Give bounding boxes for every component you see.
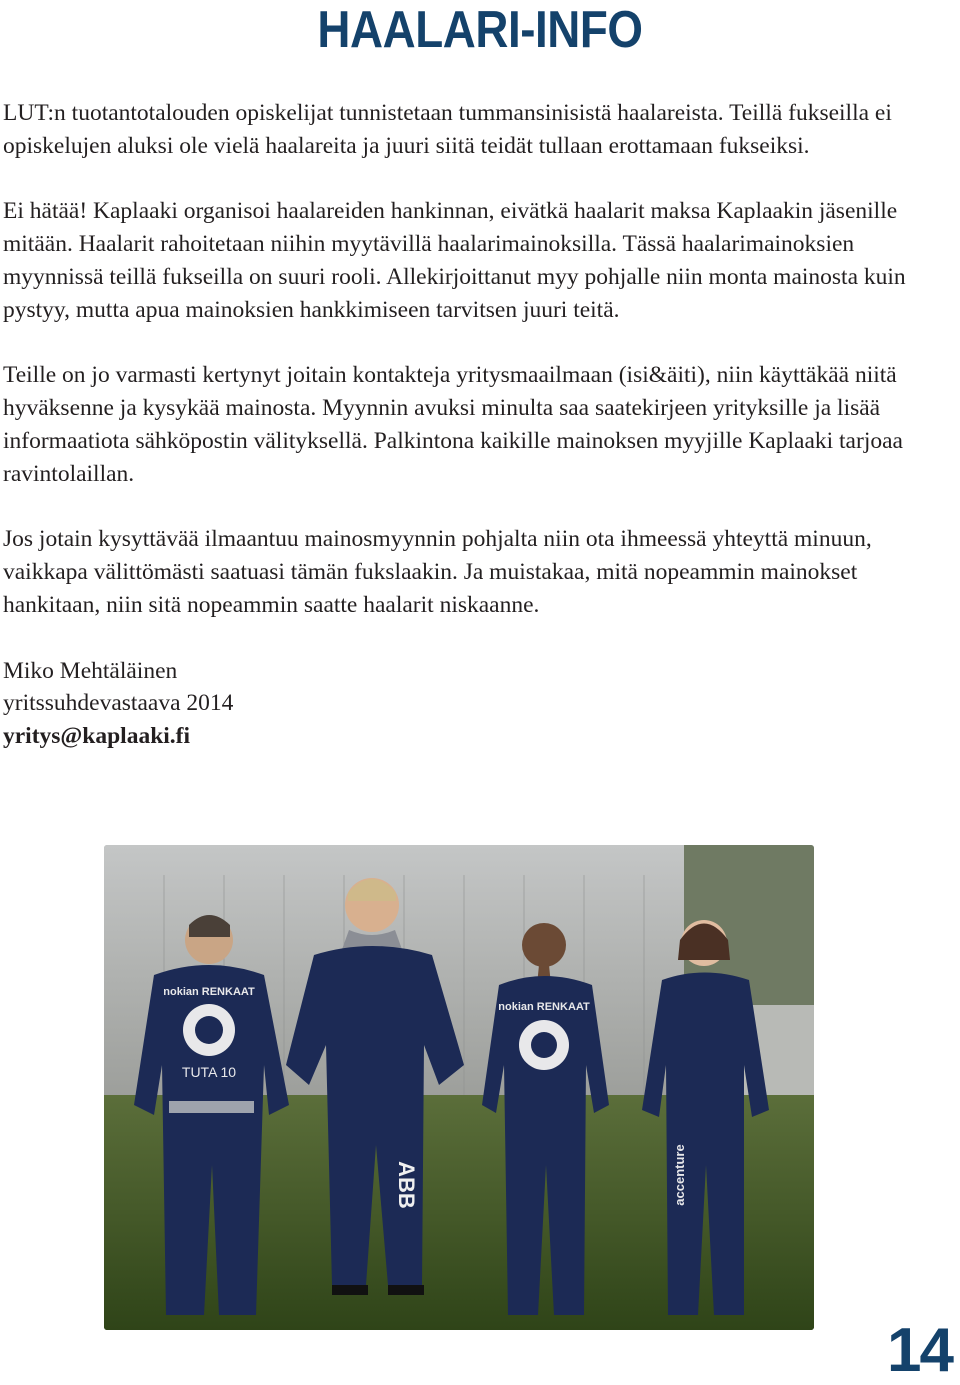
person-4-leg-text: accenture <box>672 1144 687 1206</box>
person-1-sleeve-text: TUTA 10 <box>181 1064 237 1080</box>
person-3-logo-text: nokian RENKAAT <box>498 1001 590 1013</box>
paragraph-no-worries: Ei hätää! Kaplaaki organisoi haalareiden hankinnan, eivätkä haalarit maksa Kaplaakin jäsenille mitään. Haalarit rahoitetaan niihin myytävillä haalarimainoksilla. Tässä haalarimainoksien myynnissä teillä fukseilla on suuri rooli. Allekirjoittanut myy pohjalle niin monta mainosta kuin pystyy, mutta apua mainoksien hankkimiseen tarvitsen juuri teitä. <box>3 198 906 323</box>
signature-role: yritssuhdevastaava 2014 <box>3 690 234 717</box>
group-photo-illustration <box>104 845 814 1330</box>
person-1-logo-text: nokian RENKAAT <box>163 986 255 998</box>
paragraph-questions: Jos jotain kysyttävää ilmaantuu mainosmyynnin pohjalta niin ota ihmeessä yhteyttä minuun, vaikkapa välittömästi saatuasi tämän fukslaakin. Ja muistakaa, mitä nopeammin mainokset hankitaan, niin sitä nopeammin saatte haalarit niskaanne. <box>3 526 872 618</box>
page-number: 14 <box>887 1316 952 1385</box>
article-body <box>3 97 925 753</box>
group-photo <box>104 845 814 1330</box>
signature-email[interactable]: yritys@kaplaaki.fi <box>3 723 191 750</box>
paragraph-intro: LUT:n tuotantotalouden opiskelijat tunnistetaan tummansinisistä haalareista. Teillä fukseilla ei opiskelujen aluksi ole vielä haalareita ja juuri siitä teidät tullaan erottamaan fukseiksi. <box>3 100 892 159</box>
signature-name: Miko Mehtäläinen <box>3 657 178 684</box>
paragraph-contacts: Teille on jo varmasti kertynyt joitain kontakteja yritysmaailmaan (isi&äiti), niin käyttäkää niitä hyväksenne ja kysykää mainosta. Myynnin avuksi minulta saa saatekirjeen yrityksille ja lisää informaatiota sähköpostin välityksellä. Palkintona kaikille mainoksen myyjille Kaplaaki tarjoaa ravintolaillan. <box>3 362 903 487</box>
person-2-leg-text: ABB <box>394 1161 419 1209</box>
page-title: HAALARI-INFO <box>317 1 643 59</box>
